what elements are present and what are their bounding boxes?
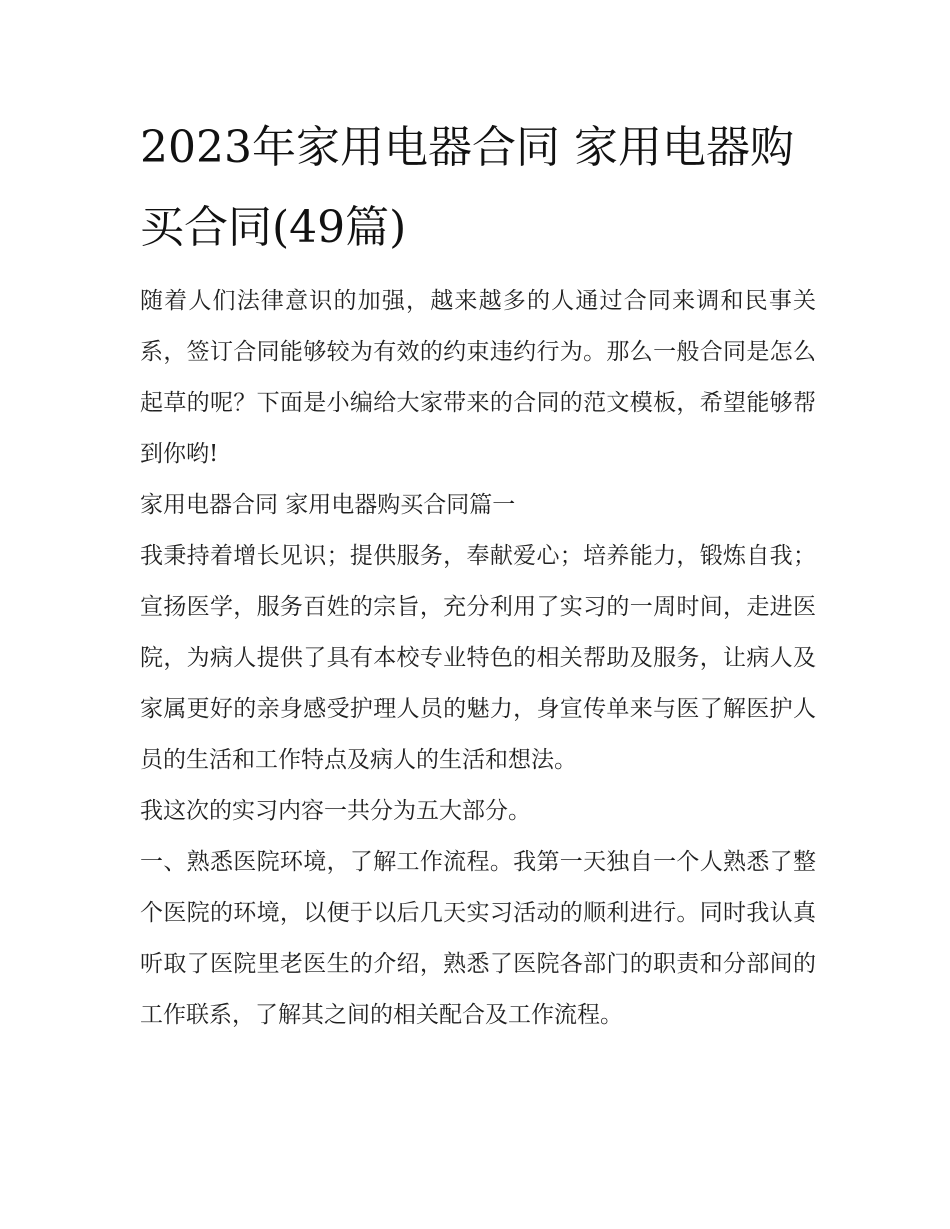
body-paragraph: 一、熟悉医院环境，了解工作流程。我第一天独自一个人熟悉了整个医院的环境，以便于以后几天实习活动的顺利进行。同时我认真听取了医院里老医生的介绍，熟悉了医院各部门的职责和分部间的工作联系，了解其之间的相关配合及工作流程。 bbox=[140, 849, 816, 1028]
body-paragraph: 我这次的实习内容一共分为五大部分。 bbox=[140, 798, 531, 824]
intro-paragraph: 随着人们法律意识的加强，越来越多的人通过合同来调和民事关系，签订合同能够较为有效的约束违约行为。那么一般合同是怎么起草的呢？下面是小编给大家带来的合同的范文模板，希望能够帮到你哟! bbox=[140, 288, 816, 467]
body-paragraph: 我秉持着增长见识；提供服务，奉献爱心；培养能力，锻炼自我；宣扬医学，服务百姓的宗旨，充分利用了实习的一周时间，走进医院，为病人提供了具有本校专业特色的相关帮助及服务，让病人及家属更好的亲身感受护理人员的魅力，身宣传单来与医了解医护人员的生活和工作特点及病人的生活和想法。 bbox=[140, 543, 816, 773]
document-body bbox=[140, 276, 816, 1041]
document-title: 2023年家用电器合同 家用电器购买合同(49篇) bbox=[140, 122, 794, 253]
section-heading: 家用电器合同 家用电器购买合同篇一 bbox=[140, 492, 516, 518]
